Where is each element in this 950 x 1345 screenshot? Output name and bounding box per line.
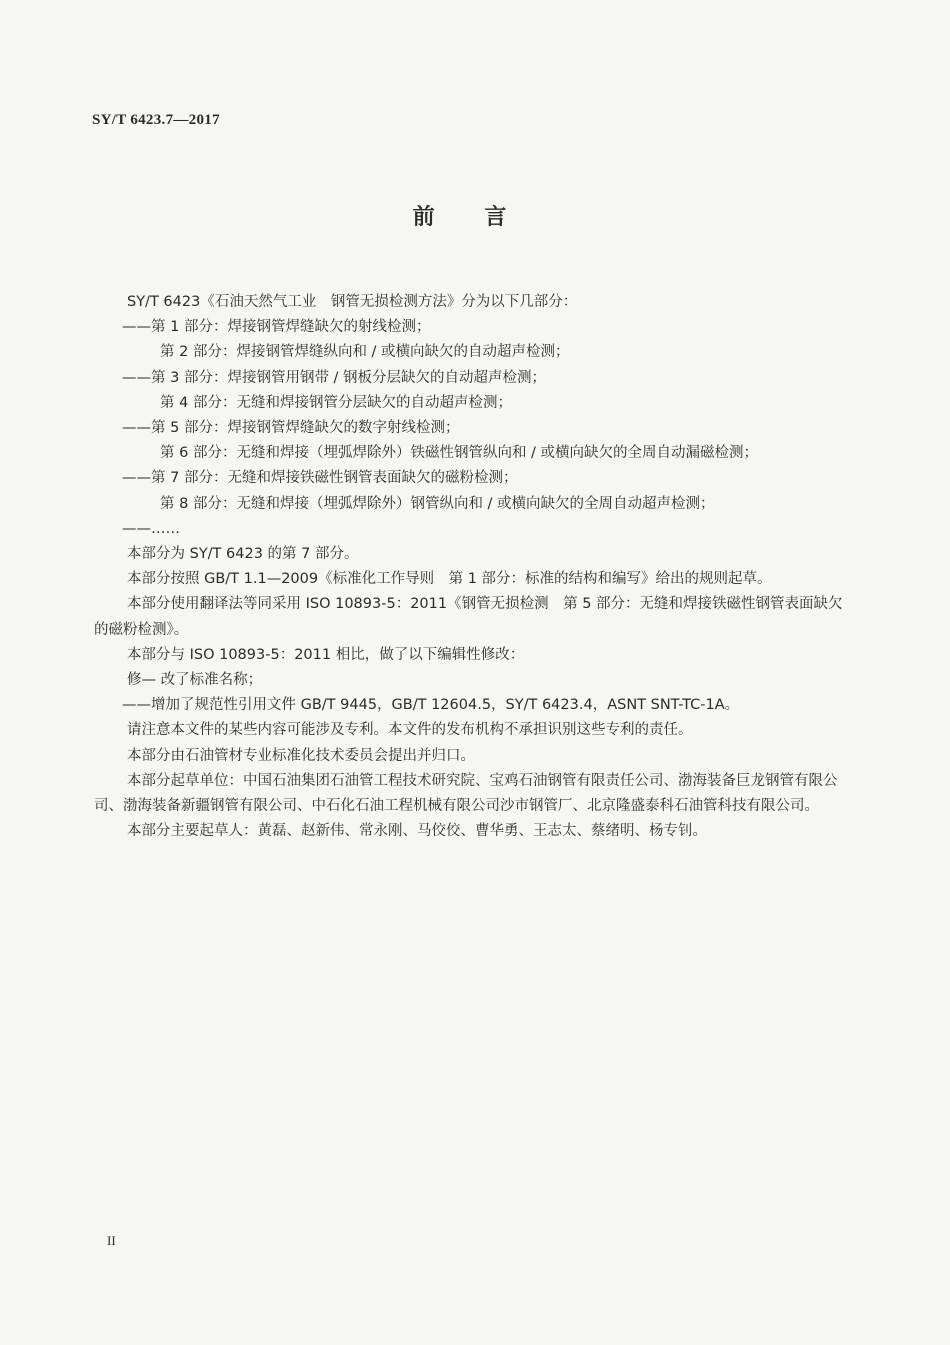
list-item-part-3: ——第 3 部分：焊接钢管用钢带 / 钢板分层缺欠的自动超声检测；: [122, 369, 547, 386]
paragraph-patent-notice: 请注意本文件的某些内容可能涉及专利。本文件的发布机构不承担识别这些专利的责任。: [127, 722, 693, 739]
paragraph-modifications: 本部分与 ISO 10893-5：2011 相比，做了以下编辑性修改：: [127, 646, 525, 663]
list-item-part-2: 第 2 部分：焊接钢管焊缝纵向和 / 或横向缺欠的自动超声检测；: [160, 344, 570, 361]
paragraph-drafting-rules: 本部分按照 GB/T 1.1—2009《标准化工作导则 第 1 部分：标准的结构和编写》给出的规则起草。: [127, 571, 772, 588]
paragraph-drafters: 本部分主要起草人：黄磊、赵新伟、常永刚、马佼佼、曹华勇、王志太、蔡绪明、杨专钊。: [127, 823, 707, 840]
paragraph-part-statement: 本部分为 SY/T 6423 的第 7 部分。: [127, 546, 359, 563]
paragraph-committee: 本部分由石油管材专业标准化技术委员会提出并归口。: [127, 747, 475, 764]
page-title: 前 言: [412, 205, 508, 230]
paragraph-intro: SY/T 6423《石油天然气工业 钢管无损检测方法》分为以下几部分：: [127, 294, 578, 310]
list-item-mod-references: ——增加了规范性引用文件 GB/T 9445，GB/T 12604.5，SY/T 6423.4，ASNT SNT-TC-1A。: [122, 697, 740, 714]
list-item-part-5: ——第 5 部分：焊接钢管焊缝缺欠的数字射线检测；: [122, 420, 460, 437]
list-item-mod-name: 修— 改了标准名称；: [127, 672, 263, 689]
list-item-ellipsis: ——……: [122, 520, 180, 537]
preface-body: [94, 290, 844, 844]
page-number: II: [107, 1233, 116, 1248]
list-item-part-1: ——第 1 部分：焊接钢管焊缝缺欠的射线检测；: [122, 319, 431, 336]
list-item-part-6: 第 6 部分：无缝和焊接（埋弧焊除外）铁磁性钢管纵向和 / 或横向缺欠的全周自动漏磁检测；: [160, 445, 759, 462]
standard-code: SY/T 6423.7—2017: [92, 112, 220, 128]
list-item-part-8: 第 8 部分：无缝和焊接（埋弧焊除外）钢管纵向和 / 或横向缺欠的全周自动超声检测；: [160, 495, 715, 512]
list-item-part-7: ——第 7 部分：无缝和焊接铁磁性钢管表面缺欠的磁粉检测；: [122, 470, 518, 487]
paragraph-translation: 本部分使用翻译法等同采用 ISO 10893-5：2011《钢管无损检测 第 5 部分：无缝和焊接铁磁性钢管表面缺欠的磁粉检测》。: [94, 596, 843, 638]
paragraph-drafting-units: 本部分起草单位：中国石油集团石油管工程技术研究院、宝鸡石油钢管有限责任公司、渤海装备巨龙钢管有限公司、渤海装备新疆钢管有限公司、中石化石油工程机械有限公司沙市钢管厂、北京隆盛泰科石油管科技有限公司。: [94, 772, 838, 815]
list-item-part-4: 第 4 部分：无缝和焊接钢管分层缺欠的自动超声检测；: [160, 394, 512, 411]
